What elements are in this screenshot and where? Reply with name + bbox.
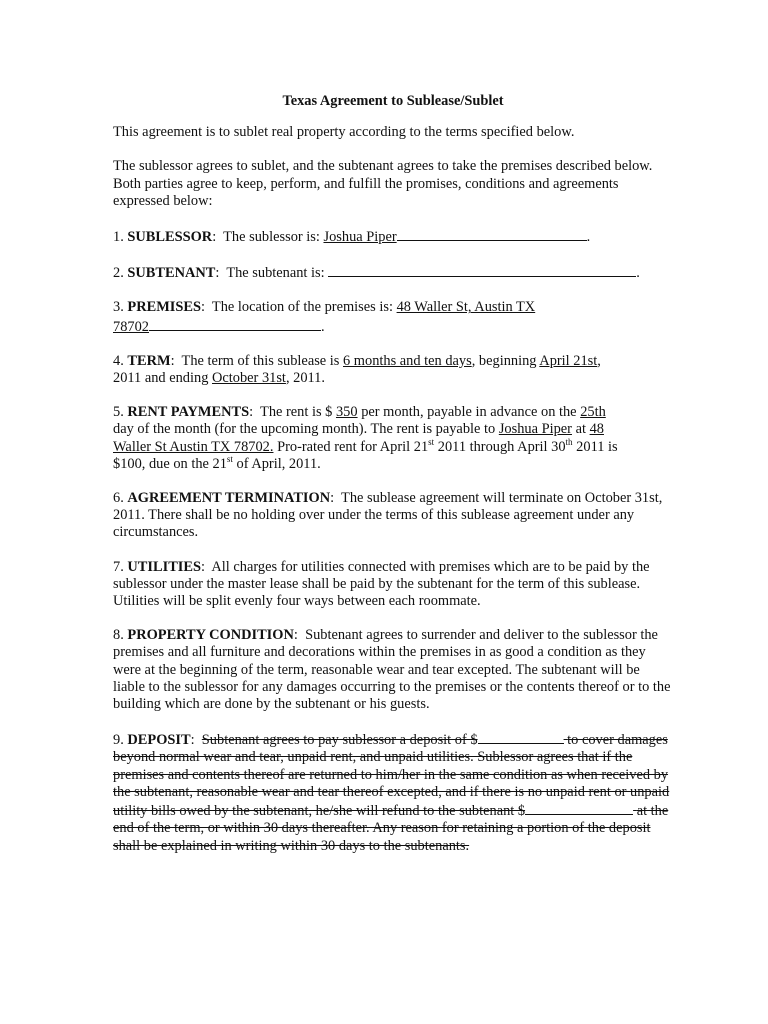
term-duration: 6 months and ten days [343, 352, 472, 369]
rent-payee: Joshua Piper [498, 421, 572, 438]
section-text: $100, due on the 21 [113, 455, 227, 472]
premises-address: 48 Waller St, Austin TX [396, 299, 536, 316]
section-text: The sublessor is: [223, 229, 320, 246]
deposit-struck-text [113, 732, 669, 853]
section-utilities: 7. UTILITIES: All charges for utilities connected with premises which are to be paid by the sublessor under the master lease shall be paid by the subtenant for the term of this sublease. Utilities will be split evenly four ways between each roommate. [113, 558, 650, 610]
section-property-condition: 8. PROPERTY CONDITION: Subtenant agrees to surrender and deliver to the sublessor the premises and all furniture and decorations within the premises in as good a condition as they were at the beginning of the term, reasonable wear and tear excepted. The subtenant will be liable to the sublessor for any damages occurring to the premises or the contents thereof or to the building which are done by the subtenant or his guests. [113, 627, 671, 713]
section-number: 6. [113, 490, 124, 507]
section-subtenant: 2. SUBTENANT: The subtenant is: . [113, 265, 640, 282]
section-text: per month, payable in advance on the [361, 404, 577, 421]
document-title: Texas Agreement to Sublease/Sublet [282, 93, 504, 109]
section-heading: UTILITIES [127, 558, 201, 575]
ordinal-suffix: th [565, 436, 573, 447]
section-heading: RENT PAYMENTS [127, 404, 250, 421]
rent-address: Waller St Austin TX 78702. [113, 438, 274, 455]
section-text: 2011 and ending [113, 370, 209, 387]
document-body [113, 93, 673, 872]
section-text: , 2011. [285, 370, 325, 387]
section-text: of April, 2011. [236, 455, 321, 472]
section-text: Pro-rated rent for April 21 [277, 438, 429, 455]
section-text: Subtenant agrees to surrender and deliver to the sublessor the premises and all furniture and decorations within the premises in as good a condition as they were at the beginning of the term, reasonable wear and tear excepted. The subtenant will be liable to the sublessor for any damages occurring to the premises or the contents thereof or to the building which are done by the subtenant or his guests. [113, 627, 671, 713]
subtenant-blank-line [328, 263, 636, 277]
section-text: 2011 is [576, 438, 618, 455]
section-number: 4. [113, 352, 124, 369]
section-text: , beginning [471, 352, 537, 369]
section-text: at the end of the term, or within 30 days thereafter. Any reason for retaining a portion of the deposit shall be explained in writing within 30 days to the subtenants. [113, 803, 669, 854]
section-number: 1. [113, 229, 124, 246]
refund-blank-line [525, 801, 633, 815]
section-heading: TERM [127, 352, 171, 369]
section-text: The term of this sublease is [181, 352, 340, 369]
section-rent-payments: 5. RENT PAYMENTS: The rent is $ 350 per month, payable in advance on the 25th day of the month (for the upcoming month). The rent is payable to Joshua Piper at 48 Waller St Austin TX 78702. Pro-rated rent for April 21st 2011 through April 30th 2011 is $100, due on the 21st of April, 2011. [113, 404, 618, 472]
section-number: 2. [113, 265, 124, 282]
section-heading: SUBLESSOR [127, 229, 213, 246]
section-text: All charges for utilities connected with premises which are to be paid by the sublessor under the master lease shall be paid by the subtenant for the term of this sublease. Utilities will be split evenly four ways between each roommate. [113, 558, 650, 610]
section-text: The subtenant is: [226, 265, 325, 282]
term-end: October 31st [212, 370, 286, 387]
rent-amount: 350 [335, 404, 358, 421]
preamble-paragraph: The sublessor agrees to sublet, and the subtenant agrees to take the premises described below. Both parties agree to keep, perform, and fulfill the promises, conditions and agreements expressed below: [113, 158, 653, 209]
section-number: 7. [113, 558, 124, 575]
section-term: 4. TERM: The term of this sublease is 6 months and ten days, beginning April 21st, 2011 and ending October 31st, 2011. [113, 352, 601, 387]
section-text: The sublease agreement will terminate on October 31st, 2011. There shall be no holding over under the terms of this sublease agreement under any circumstances. [113, 490, 663, 541]
blank-line [397, 227, 587, 241]
ordinal-suffix: st [428, 436, 435, 447]
section-premises: 3. PREMISES: The location of the premises is: 48 Waller St, Austin TX 78702 . [113, 299, 536, 335]
blank-line [149, 317, 321, 331]
sublessor-name: Joshua Piper [323, 229, 397, 246]
section-number: 9. [113, 732, 124, 749]
section-heading: PREMISES [127, 299, 201, 316]
section-text: at [575, 421, 586, 438]
term-start: April 21st [539, 352, 598, 369]
section-text: Subtenant agrees to pay sublessor a deposit of $ [201, 732, 478, 749]
ordinal-suffix: st [226, 454, 233, 465]
section-number: 8. [113, 627, 124, 644]
section-deposit: 9. DEPOSIT: Subtenant agrees to pay sublessor a deposit of $ to cover damages beyond normal wear and tear, unpaid rent, and unpaid utilities. Sublessor agrees that if the premises and contents thereof are returned to him/her in the same condition as when received by the subtenant, reasonable wear and tear thereof excepted, and if there is no unpaid rent or unpaid utility bills owed by the subtenant, he/she will refund to the subtenant $ at the end of the term, or within 30 days thereafter. Any reason for retaining a portion of the deposit shall be explained in writing within 30 days to the subtenants. [113, 732, 670, 854]
intro-paragraph: This agreement is to sublet real property according to the terms specified below. [113, 124, 575, 141]
rent-address-number: 48 [589, 421, 604, 438]
section-text: to cover damages beyond normal wear and tear, unpaid rent, and unpaid utilities. Sublessor agrees that if the premises and contents thereof are returned to him/her in the same condition as when received by the subtenant, reasonable wear and tear thereof excepted, and if there is no unpaid rent or unpaid utility bills owed by the subtenant, he/she will refund to the subtenant $ [113, 732, 670, 820]
section-agreement-termination: 6. AGREEMENT TERMINATION: The sublease agreement will terminate on October 31st, 2011. There shall be no holding over under the terms of this sublease agreement under any circumstances. [113, 490, 663, 541]
premises-zip: 78702 [113, 318, 149, 335]
section-text: day of the month (for the upcoming month). The rent is payable to [113, 421, 496, 438]
section-sublessor: 1. SUBLESSOR: The sublessor is: Joshua Piper . [113, 229, 591, 246]
section-number: 3. [113, 299, 124, 316]
rent-due-day: 25th [580, 404, 606, 421]
section-heading: PROPERTY CONDITION [127, 627, 294, 644]
section-text: The location of the premises is: [211, 299, 393, 316]
section-heading: SUBTENANT [127, 265, 216, 282]
section-number: 5. [113, 404, 124, 421]
section-heading: DEPOSIT [127, 732, 191, 749]
section-text: 2011 through April 30 [437, 438, 566, 455]
deposit-blank-line [478, 730, 564, 744]
section-text: The rent is $ [260, 404, 333, 421]
section-heading: AGREEMENT TERMINATION [127, 490, 331, 507]
